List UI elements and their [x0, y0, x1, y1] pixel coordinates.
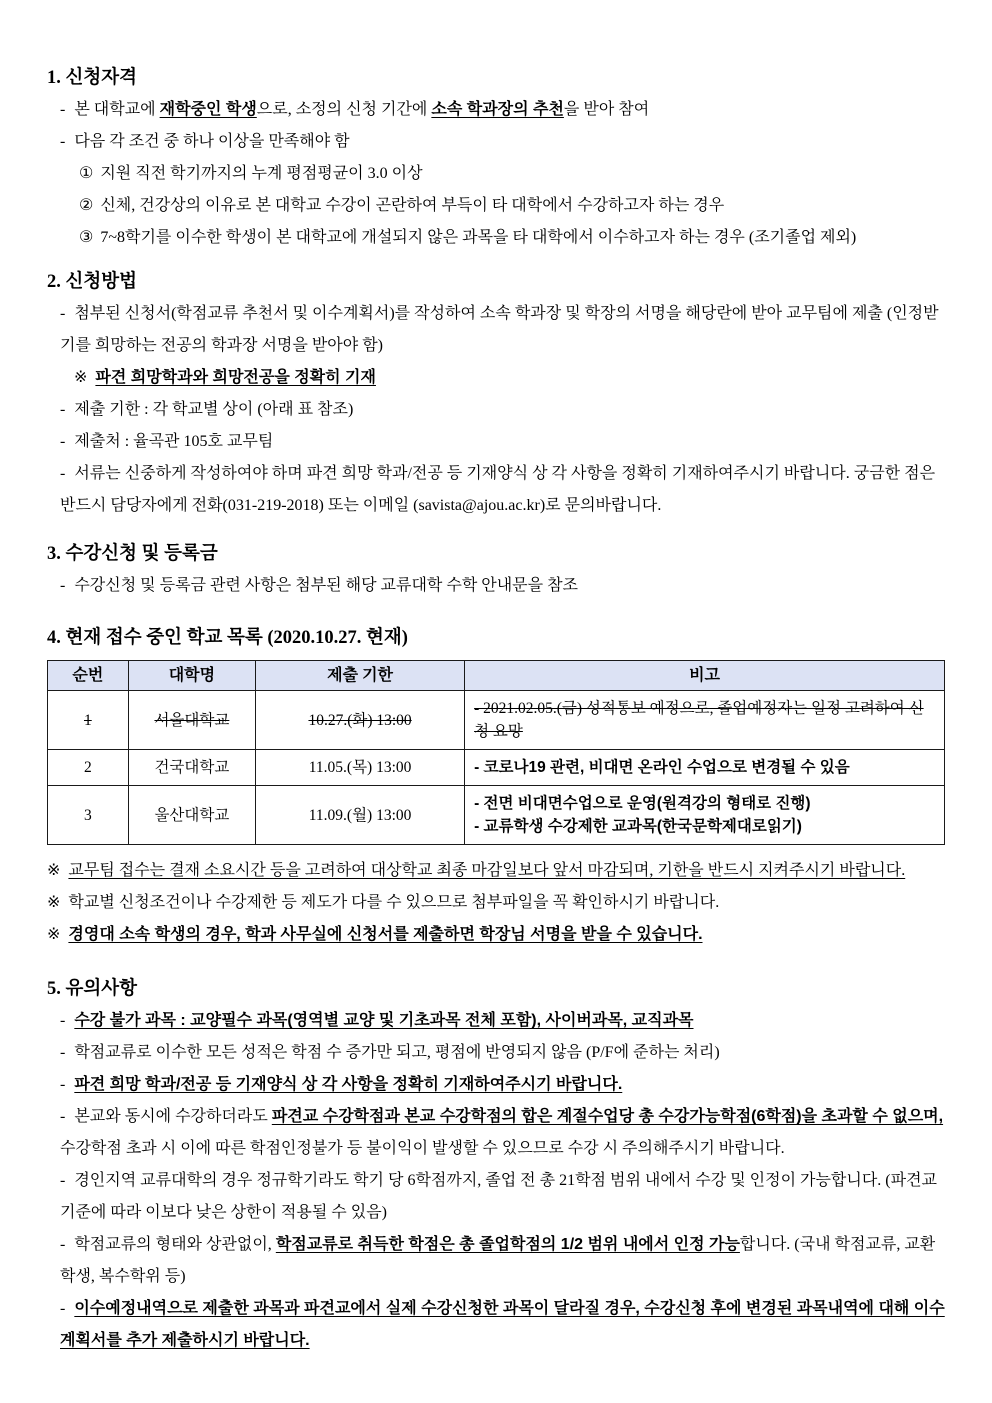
item-text: 학점교류의 형태와 상관없이, [74, 1236, 276, 1253]
dash-marker: - [60, 401, 66, 418]
cell-deadline: 11.09.(월) 13:00 [256, 786, 465, 845]
item-text-with-contact: 서류는 신중하게 작성하여야 하며 파견 희망 학과/전공 등 기재양식 상 각 사항을 정확히 기재하여주시기 바랍니다. 궁금한 점은 반드시 담당자에게 전화(031-219-2018) 또는 이메일 (savista@ajou.ac.kr)로 문의바랍니다. [60, 465, 936, 514]
list-item [47, 426, 945, 458]
footnote-deadline [47, 855, 945, 887]
cell-no: 3 [48, 786, 129, 845]
list-item [47, 1037, 945, 1069]
condition-item-2 [47, 190, 945, 222]
item-text: 다음 각 조건 중 하나 이상을 만족해야 함 [74, 133, 350, 150]
item-text: 수강신청 및 등록금 관련 사항은 첨부된 해당 교류대학 수학 안내문을 참조 [74, 577, 579, 594]
item-text-emphasis: 학점교류로 취득한 학점은 총 졸업학점의 1/2 범위 내에서 인정 가능 [275, 1236, 740, 1253]
item-text: 학점교류로 이수한 모든 성적은 학점 수 증가만 되고, 평점에 반영되지 않음 (P/F에 준하는 처리) [74, 1044, 720, 1061]
footnote-business-school [47, 919, 945, 951]
section-enrollment-tuition [47, 538, 945, 602]
table-row-seoul-closed [48, 691, 945, 750]
item-text: 제출처 : 율곡관 105호 교무팀 [74, 433, 274, 450]
dash-marker: - [60, 1108, 66, 1125]
item-text-emphasis: 재학중인 학생 [159, 101, 257, 118]
struck-text: 10.27.(화) 13:00 [308, 711, 412, 729]
struck-remark-text: - 2021.02.05.(금) 성적통보 예정으로, 졸업예정자는 일정 고려하여 신청 요망 [474, 700, 924, 740]
list-item [47, 394, 945, 426]
circled-number-2-marker: ② [79, 197, 94, 214]
table-row-ulsan [48, 786, 945, 845]
dash-marker: - [60, 101, 66, 118]
footnote-text-emphasis: 경영대 소속 학생의 경우, 학과 사무실에 신청서를 제출하면 학장님 서명을 받을 수 있습니다. [68, 926, 703, 943]
list-item [47, 126, 945, 158]
cell-university: 건국대학교 [128, 750, 255, 786]
dash-marker: - [60, 1012, 66, 1029]
item-text: 제출 기한 : 각 학교별 상이 (아래 표 참조) [74, 401, 354, 418]
list-item [47, 1069, 945, 1101]
reference-mark: ※ [47, 862, 61, 879]
item-text-emphasis: 파견 희망학과와 희망전공을 정확히 기재 [95, 369, 376, 386]
dash-marker: - [60, 305, 66, 322]
dash-marker: - [60, 1044, 66, 1061]
dash-marker: - [60, 1172, 66, 1189]
cell-no [48, 691, 129, 750]
column-header-deadline: 제출 기한 [256, 661, 465, 691]
section-precautions-heading: 5. 유의사항 [47, 979, 137, 999]
section-application-method-heading: 2. 신청방법 [47, 272, 137, 292]
reference-mark: ※ [74, 369, 88, 386]
circled-number-3-marker: ③ [79, 229, 94, 246]
condition-item-3 [47, 222, 945, 254]
dash-marker: - [60, 577, 66, 594]
list-item [47, 1005, 945, 1037]
cell-deadline: 11.05.(목) 13:00 [256, 750, 465, 786]
item-text: 을 받아 참여 [563, 101, 650, 118]
footnote-text: 학교별 신청조건이나 수강제한 등 제도가 다를 수 있으므로 첨부파일을 꼭 확인하시기 바랍니다. [68, 894, 720, 911]
section-precautions [47, 973, 945, 1357]
cell-university [128, 691, 255, 750]
list-item [47, 298, 945, 362]
item-text: 합니다. (국내 학점교류, 교환학생, 복수학위 등) [60, 1236, 936, 1285]
section-application-method [47, 266, 945, 522]
remark-text: - 교류학생 수강제한 교과목(한국문학제대로읽기) [474, 818, 802, 835]
column-header-university: 대학명 [128, 661, 255, 691]
section-eligibility [47, 62, 945, 254]
list-item [47, 570, 945, 602]
dash-marker: - [60, 433, 66, 450]
section-school-list [47, 622, 945, 951]
list-item [47, 1293, 945, 1357]
item-text-emphasis: 소속 학과장의 추천 [431, 101, 564, 118]
item-text: 7~8학기를 이수한 학생이 본 대학교에 개설되지 않은 과목을 타 대학에서 이수하고자 하는 경우 (조기졸업 제외) [100, 229, 857, 246]
cell-deadline [256, 691, 465, 750]
footnote-text-underlined: 교무팀 접수는 결재 소요시간 등을 고려하여 대상학교 최종 마감일보다 앞서 마감되며, 기한을 반드시 지켜주시기 바랍니다. [68, 862, 906, 879]
column-header-remarks: 비고 [465, 661, 945, 691]
item-text: 첨부된 신청서(학점교류 추천서 및 이수계획서)를 작성하여 소속 학과장 및 학장의 서명을 해당란에 받아 교무팀에 제출 (인정받기를 희망하는 전공의 학과장 서명을 받아야 함) [60, 305, 939, 354]
dash-marker: - [60, 465, 66, 482]
list-item-important [47, 362, 945, 394]
school-list-table [47, 660, 945, 845]
circled-number-1-marker: ① [79, 165, 94, 182]
item-text: 본교와 동시에 수강하더라도 [74, 1108, 272, 1125]
list-item [47, 1165, 945, 1229]
reference-mark: ※ [47, 926, 61, 943]
section-eligibility-heading: 1. 신청자격 [47, 68, 137, 88]
table-header-row [48, 661, 945, 691]
reference-mark: ※ [47, 894, 61, 911]
list-item [47, 94, 945, 126]
cell-no: 2 [48, 750, 129, 786]
item-text: 본 대학교에 [74, 101, 160, 118]
struck-text: 서울대학교 [154, 711, 230, 729]
cell-remarks [465, 750, 945, 786]
item-text: 으로, 소정의 신청 기간에 [256, 101, 432, 118]
item-text: 지원 직전 학기까지의 누계 평점평균이 3.0 이상 [100, 165, 423, 182]
dash-marker: - [60, 1300, 66, 1317]
list-item [47, 1229, 945, 1293]
column-header-no: 순번 [48, 661, 129, 691]
item-text-emphasis: 수강 불가 과목 : 교양필수 과목(영역별 교양 및 기초과목 전체 포함), 사이버과목, 교직과목 [74, 1012, 694, 1029]
cell-remarks [465, 786, 945, 845]
item-text: 경인지역 교류대학의 경우 정규학기라도 학기 당 6학점까지, 졸업 전 총 21학점 범위 내에서 수강 및 인정이 가능합니다. (파견교 기준에 따라 이보다 낮은 상한이 적용될 수 있음) [60, 1172, 938, 1221]
dash-marker: - [60, 133, 66, 150]
item-text-emphasis: 이수예정내역으로 제출한 과목과 파견교에서 실제 수강신청한 과목이 달라질 경우, 수강신청 후에 변경된 과목내역에 대해 이수계획서를 추가 제출하시기 바랍니다. [60, 1300, 945, 1349]
item-text: 수강학점 초과 시 이에 따른 학점인정불가 등 불이익이 발생할 수 있으므로 수강 시 주의해주시기 바랍니다. [60, 1140, 785, 1157]
list-item [47, 458, 945, 522]
footnote-conditions [47, 887, 945, 919]
item-text-emphasis: 파견 희망 학과/전공 등 기재양식 상 각 사항을 정확히 기재하여주시기 바랍니다. [74, 1076, 623, 1093]
item-text-emphasis: 파견교 수강학점과 본교 수강학점의 합은 계절수업당 총 수강가능학점(6학점)을 초과할 수 없으며, [271, 1108, 944, 1125]
remark-text: - 코로나19 관련, 비대면 온라인 수업으로 변경될 수 있음 [474, 759, 850, 776]
struck-text: 1 [83, 711, 92, 729]
table-row-konkuk [48, 750, 945, 786]
condition-item-1 [47, 158, 945, 190]
cell-university: 울산대학교 [128, 786, 255, 845]
cell-remarks [465, 691, 945, 750]
dash-marker: - [60, 1076, 66, 1093]
section-enrollment-tuition-heading: 3. 수강신청 및 등록금 [47, 544, 218, 564]
section-school-list-heading: 4. 현재 접수 중인 학교 목록 (2020.10.27. 현재) [47, 628, 408, 648]
dash-marker: - [60, 1236, 66, 1253]
list-item [47, 1101, 945, 1165]
item-text: 신체, 건강상의 이유로 본 대학교 수강이 곤란하여 부득이 타 대학에서 수강하고자 하는 경우 [100, 197, 725, 214]
remark-text: - 전면 비대면수업으로 운영(원격강의 형태로 진행) [474, 795, 811, 812]
